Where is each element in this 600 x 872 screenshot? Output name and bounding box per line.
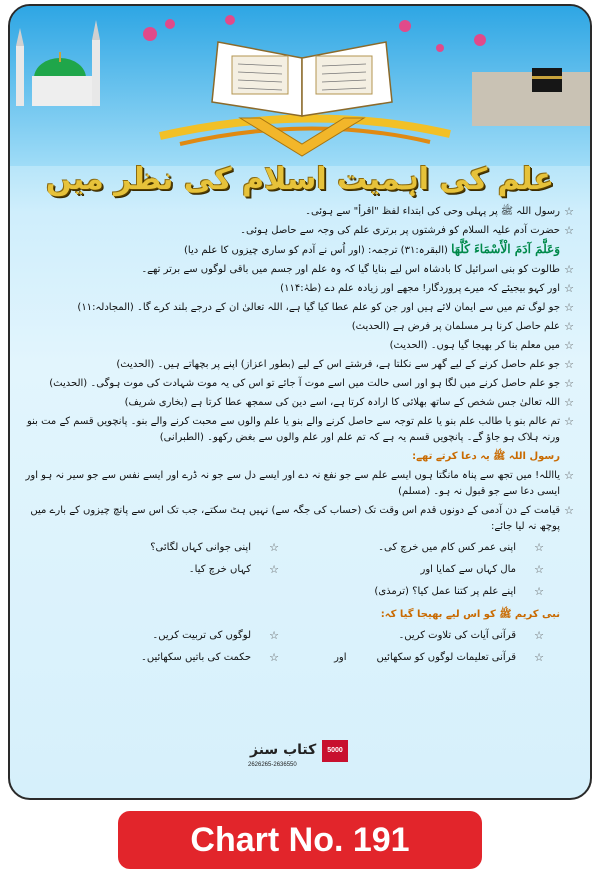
star-icon: ☆ [534, 563, 544, 576]
star-icon: ☆ [564, 358, 574, 371]
sub-item: حکمت کی باتیں سکھائیں۔ [140, 652, 251, 663]
verse-translation: (البقرہ:۳۱) ترجمہ: (اور اُس نے آدم کو ساری چیزوں کا علم دیا) [184, 245, 448, 256]
page-title: علم کی اہمیت اسلام کی نظر میں [45, 162, 555, 197]
purpose-heading: نبی کریم ﷺ کو اس لیے بھیجا گیا کہ: [380, 609, 560, 620]
item-text: اللہ تعالیٰ جس شخص کے ساتھ بھلائی کا ارادہ کرتا ہے، اسے دین کی سمجھ عطا کرتا ہے (بخاری شریف) [124, 397, 560, 408]
list-item [18, 262, 578, 278]
five-things-list [18, 537, 578, 603]
sub-row [18, 581, 548, 603]
quran-verse: وَعَلَّمَ آدَمَ الْأَسْمَاءَ كُلَّهَا [451, 242, 560, 256]
item-text: تم عالم بنو یا طالب علم بنو یا علم توجہ سے حاصل کرنے والے بنو یا علم والوں سے محبت کرنے والے بنو۔ پانچویں قسم کے مت بنو ورنہ ہلاک ہو جاؤ گے۔ پانچویں قسم یہ ہے کہ تم علم اور علم والوں سے بغض رکھو۔ (الطبرانی) [26, 416, 560, 443]
chart-number-banner: Chart No. 191 [118, 811, 482, 869]
sub-row [18, 647, 548, 669]
star-icon: ☆ [269, 629, 279, 642]
list-item [18, 281, 578, 297]
item-text: رسول اللہ ﷺ پر پہلی وحی کی ابتداء لفظ "اقرأ" سے ہوئی۔ [305, 206, 560, 217]
star-icon: ☆ [564, 282, 574, 295]
sub-row [18, 537, 548, 559]
star-icon: ☆ [564, 301, 574, 314]
item-text: طالوت کو بنی اسرائیل کا بادشاہ اس لیے بنایا گیا کہ وہ علم اور جسم میں باقی لوگوں سے برتر تھے۔ [141, 264, 560, 275]
content-list [18, 204, 578, 669]
list-item [18, 468, 578, 500]
item-text: میں معلم بنا کر بھیجا گیا ہوں۔ (الحدیث) [389, 340, 560, 351]
sub-item: اپنے علم پر کتنا عمل کیا؟ (ترمذی) [374, 586, 516, 597]
star-icon: ☆ [534, 629, 544, 642]
item-text: جو علم حاصل کرنے کے لیے گھر سے نکلتا ہے، فرشتے اس کے لیے (بطور اعزاز) اپنے پر بچھاتے ہیں۔ (الحدیث) [116, 359, 560, 370]
star-icon: ☆ [564, 377, 574, 390]
sub-item: مال کہاں سے کمایا اور [420, 564, 516, 575]
star-icon: ☆ [564, 263, 574, 276]
item-text: جو لوگ تم میں سے ایمان لائے ہیں اور جن کو علم عطا کیا گیا ہے، اللہ تعالیٰ ان کے درجے بلند کرے گا۔ (المجادلہ:۱۱) [77, 302, 560, 313]
sub-item: اپنی عمر کس کام میں خرچ کی۔ [378, 542, 516, 553]
list-item [18, 242, 578, 259]
header-illustration [10, 6, 592, 166]
star-icon: ☆ [564, 339, 574, 352]
item-text: حضرت آدم علیہ السلام کو فرشتوں پر برتری علم کی وجہ سے حاصل ہوئی۔ [240, 225, 560, 236]
item-text: اور کہو بیجیئے کہ میرے پروردگار! مجھے اور زیادہ علم دے (طہٰ:۱۱۴) [280, 283, 560, 294]
star-icon: ☆ [269, 541, 279, 554]
sub-item: قرآنی آیات کی تلاوت کریں۔ [398, 630, 516, 641]
list-item [18, 319, 578, 335]
sub-item: اپنی جوانی کہاں لگائی؟ [150, 542, 251, 553]
list-item [18, 223, 578, 239]
sub-item: کہاں خرچ کیا۔ [188, 564, 251, 575]
star-icon: ☆ [269, 563, 279, 576]
star-icon: ☆ [564, 224, 574, 237]
dua-heading: رسول اللہ ﷺ یہ دعا کرتے تھے: [412, 451, 560, 462]
publisher-logo: کتاب سنز [250, 742, 317, 758]
star-icon: ☆ [564, 469, 574, 482]
list-item [18, 338, 578, 354]
publisher-badge: 5000 [322, 740, 348, 762]
star-icon: ☆ [564, 320, 574, 333]
sub-item: قرآنی تعلیمات لوگوں کو سکھائیں [376, 652, 516, 663]
list-item [18, 204, 578, 220]
list-item [18, 395, 578, 411]
star-icon: ☆ [564, 396, 574, 409]
publisher-phone: 2626265-2636550 [248, 762, 297, 768]
list-item [18, 376, 578, 392]
kaaba-icon [472, 68, 592, 126]
item-text: جو علم حاصل کرنے میں لگا ہو اور اسی حالت میں اسے موت آ جائے تو اس کی یہ موت شہادت کی موت ہوگی۔ (الحدیث) [49, 378, 560, 389]
star-icon: ☆ [534, 651, 544, 664]
list-item [18, 300, 578, 316]
sub-row [18, 625, 548, 647]
star-icon: ☆ [564, 504, 574, 517]
sub-row [18, 559, 548, 581]
section-heading [18, 449, 578, 465]
item-text: یااللہ! میں تجھ سے پناہ مانگتا ہوں ایسے علم سے جو نفع نہ دے اور ایسے دل سے جو نہ ڈرے اور ایسے نفس سے جو سیر نہ ہو اور ایسی دعا سے جو قبول نہ ہو۔ (مسلم) [25, 470, 560, 497]
star-icon: ☆ [534, 541, 544, 554]
list-item [18, 503, 578, 535]
list-item [18, 414, 578, 446]
conjunction: اور [334, 652, 347, 663]
star-icon: ☆ [564, 415, 574, 428]
star-icon: ☆ [534, 585, 544, 598]
sub-item: لوگوں کی تربیت کریں۔ [152, 630, 251, 641]
item-text [18, 242, 560, 259]
item-text: قیامت کے دن آدمی کے دونوں قدم اس وقت تک (حساب کی جگہ سے) نہیں ہٹ سکتے، جب تک اس سے پانچ چیزوں کے بارے میں پوچھ نہ لیا جائے: [30, 505, 560, 532]
section-heading [18, 607, 578, 623]
item-text: علم حاصل کرنا ہر مسلمان پر فرض ہے (الحدیث) [351, 321, 560, 332]
star-icon: ☆ [269, 651, 279, 664]
star-icon: ☆ [564, 205, 574, 218]
purpose-list [18, 625, 578, 669]
list-item [18, 357, 578, 373]
